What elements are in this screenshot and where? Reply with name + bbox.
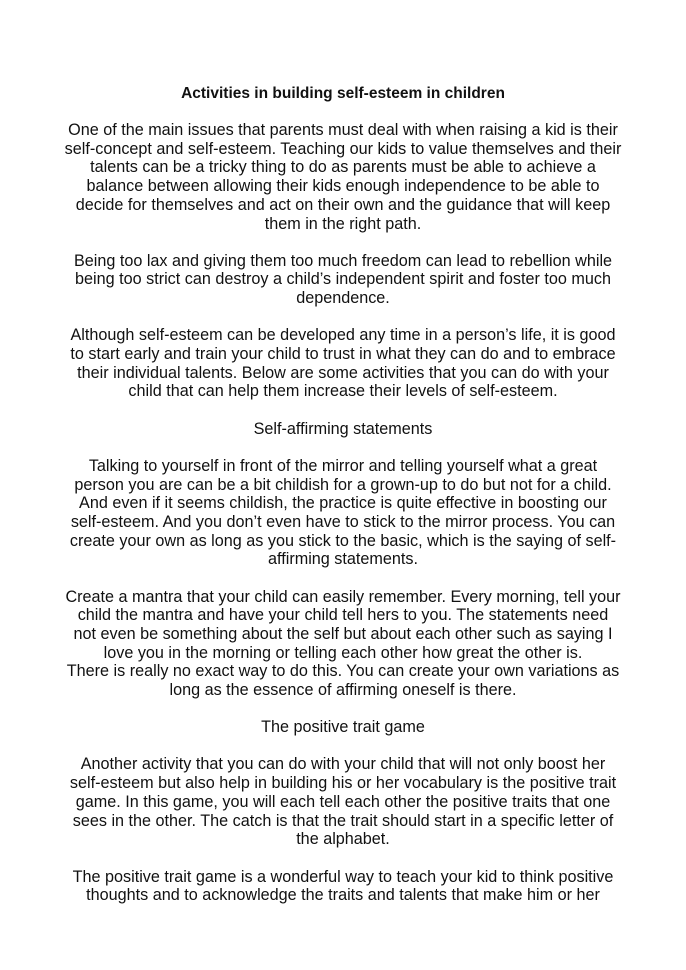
text-line: their individual talents. Below are some activities that you can do with your <box>77 363 609 382</box>
paragraph-mirror <box>40 457 646 569</box>
text-line: talents can be a tricky thing to do as parents must be able to achieve a <box>90 158 596 177</box>
document-body <box>40 84 646 923</box>
text-line: child the mantra and have your child tell hers to you. The statements need <box>77 606 609 625</box>
paragraph-trait-game-benefit <box>40 868 646 905</box>
text-line: Create a mantra that your child can easily remember. Every morning, tell your <box>65 587 621 606</box>
paragraph-start-early <box>40 326 646 401</box>
text-line: Talking to yourself in front of the mirror and telling yourself what a great <box>88 456 598 475</box>
text-line: love you in the morning or telling each other how great the other is. <box>103 643 583 662</box>
paragraph-trait-game <box>40 755 646 849</box>
text-line: being too strict can destroy a child’s independent spirit and foster too much <box>75 270 611 289</box>
text-line: Another activity that you can do with your child that will not only boost her <box>80 755 606 774</box>
text-line: self-esteem but also help in building his or her vocabulary is the positive trait <box>69 774 617 793</box>
text-line: person you are can be a bit childish for a grown-up to do but not for a child. <box>74 475 612 494</box>
text-line: create your own as long as you stick to the basic, which is the saying of self- <box>69 531 617 550</box>
text-line: sees in the other. The catch is that the trait should start in a specific letter of <box>72 811 614 830</box>
text-line: affirming statements. <box>268 550 418 569</box>
text-line: balance between allowing their kids enough independence to be able to <box>86 177 600 196</box>
text-line: decide for themselves and act on their own and the guidance that will keep <box>75 195 611 214</box>
text-line: long as the essence of affirming oneself is there. <box>169 681 517 700</box>
text-line: child that can help them increase their levels of self-esteem. <box>128 382 558 401</box>
text-line: The positive trait game is a wonderful way to teach your kid to think positive <box>72 867 614 886</box>
text-line: the alphabet. <box>296 830 390 849</box>
document-title: Activities in building self-esteem in children <box>181 85 505 102</box>
text-line: self-concept and self-esteem. Teaching our kids to value themselves and their <box>64 139 622 158</box>
text-line: game. In this game, you will each tell each other the positive traits that one <box>75 792 611 811</box>
text-line: There is really no exact way to do this. You can create your own variations as <box>66 662 620 681</box>
paragraph-intro <box>40 121 646 233</box>
text-line: One of the main issues that parents must deal with when raising a kid is their <box>68 121 618 139</box>
subheading-positive-trait-game: The positive trait game <box>261 718 425 737</box>
text-line: And even if it seems childish, the practice is quite effective in boosting our <box>79 494 607 513</box>
paragraph-balance <box>40 252 646 308</box>
text-line: not even be something about the self but about each other such as saying I <box>73 624 613 643</box>
text-line: them in the right path. <box>264 214 422 233</box>
subheading-self-affirming: Self-affirming statements <box>253 419 433 438</box>
text-line: Being too lax and giving them too much freedom can lead to rebellion while <box>73 251 613 270</box>
text-line: self-esteem. And you don’t even have to stick to the mirror process. You can <box>70 512 616 531</box>
text-line: dependence. <box>296 289 390 308</box>
text-line: Although self-esteem can be developed any time in a person’s life, it is good <box>70 326 616 345</box>
text-line: to start early and train your child to trust in what they can do and to embrace <box>70 345 616 364</box>
text-line: thoughts and to acknowledge the traits and talents that make him or her <box>86 886 600 905</box>
paragraph-mantra <box>40 588 646 700</box>
